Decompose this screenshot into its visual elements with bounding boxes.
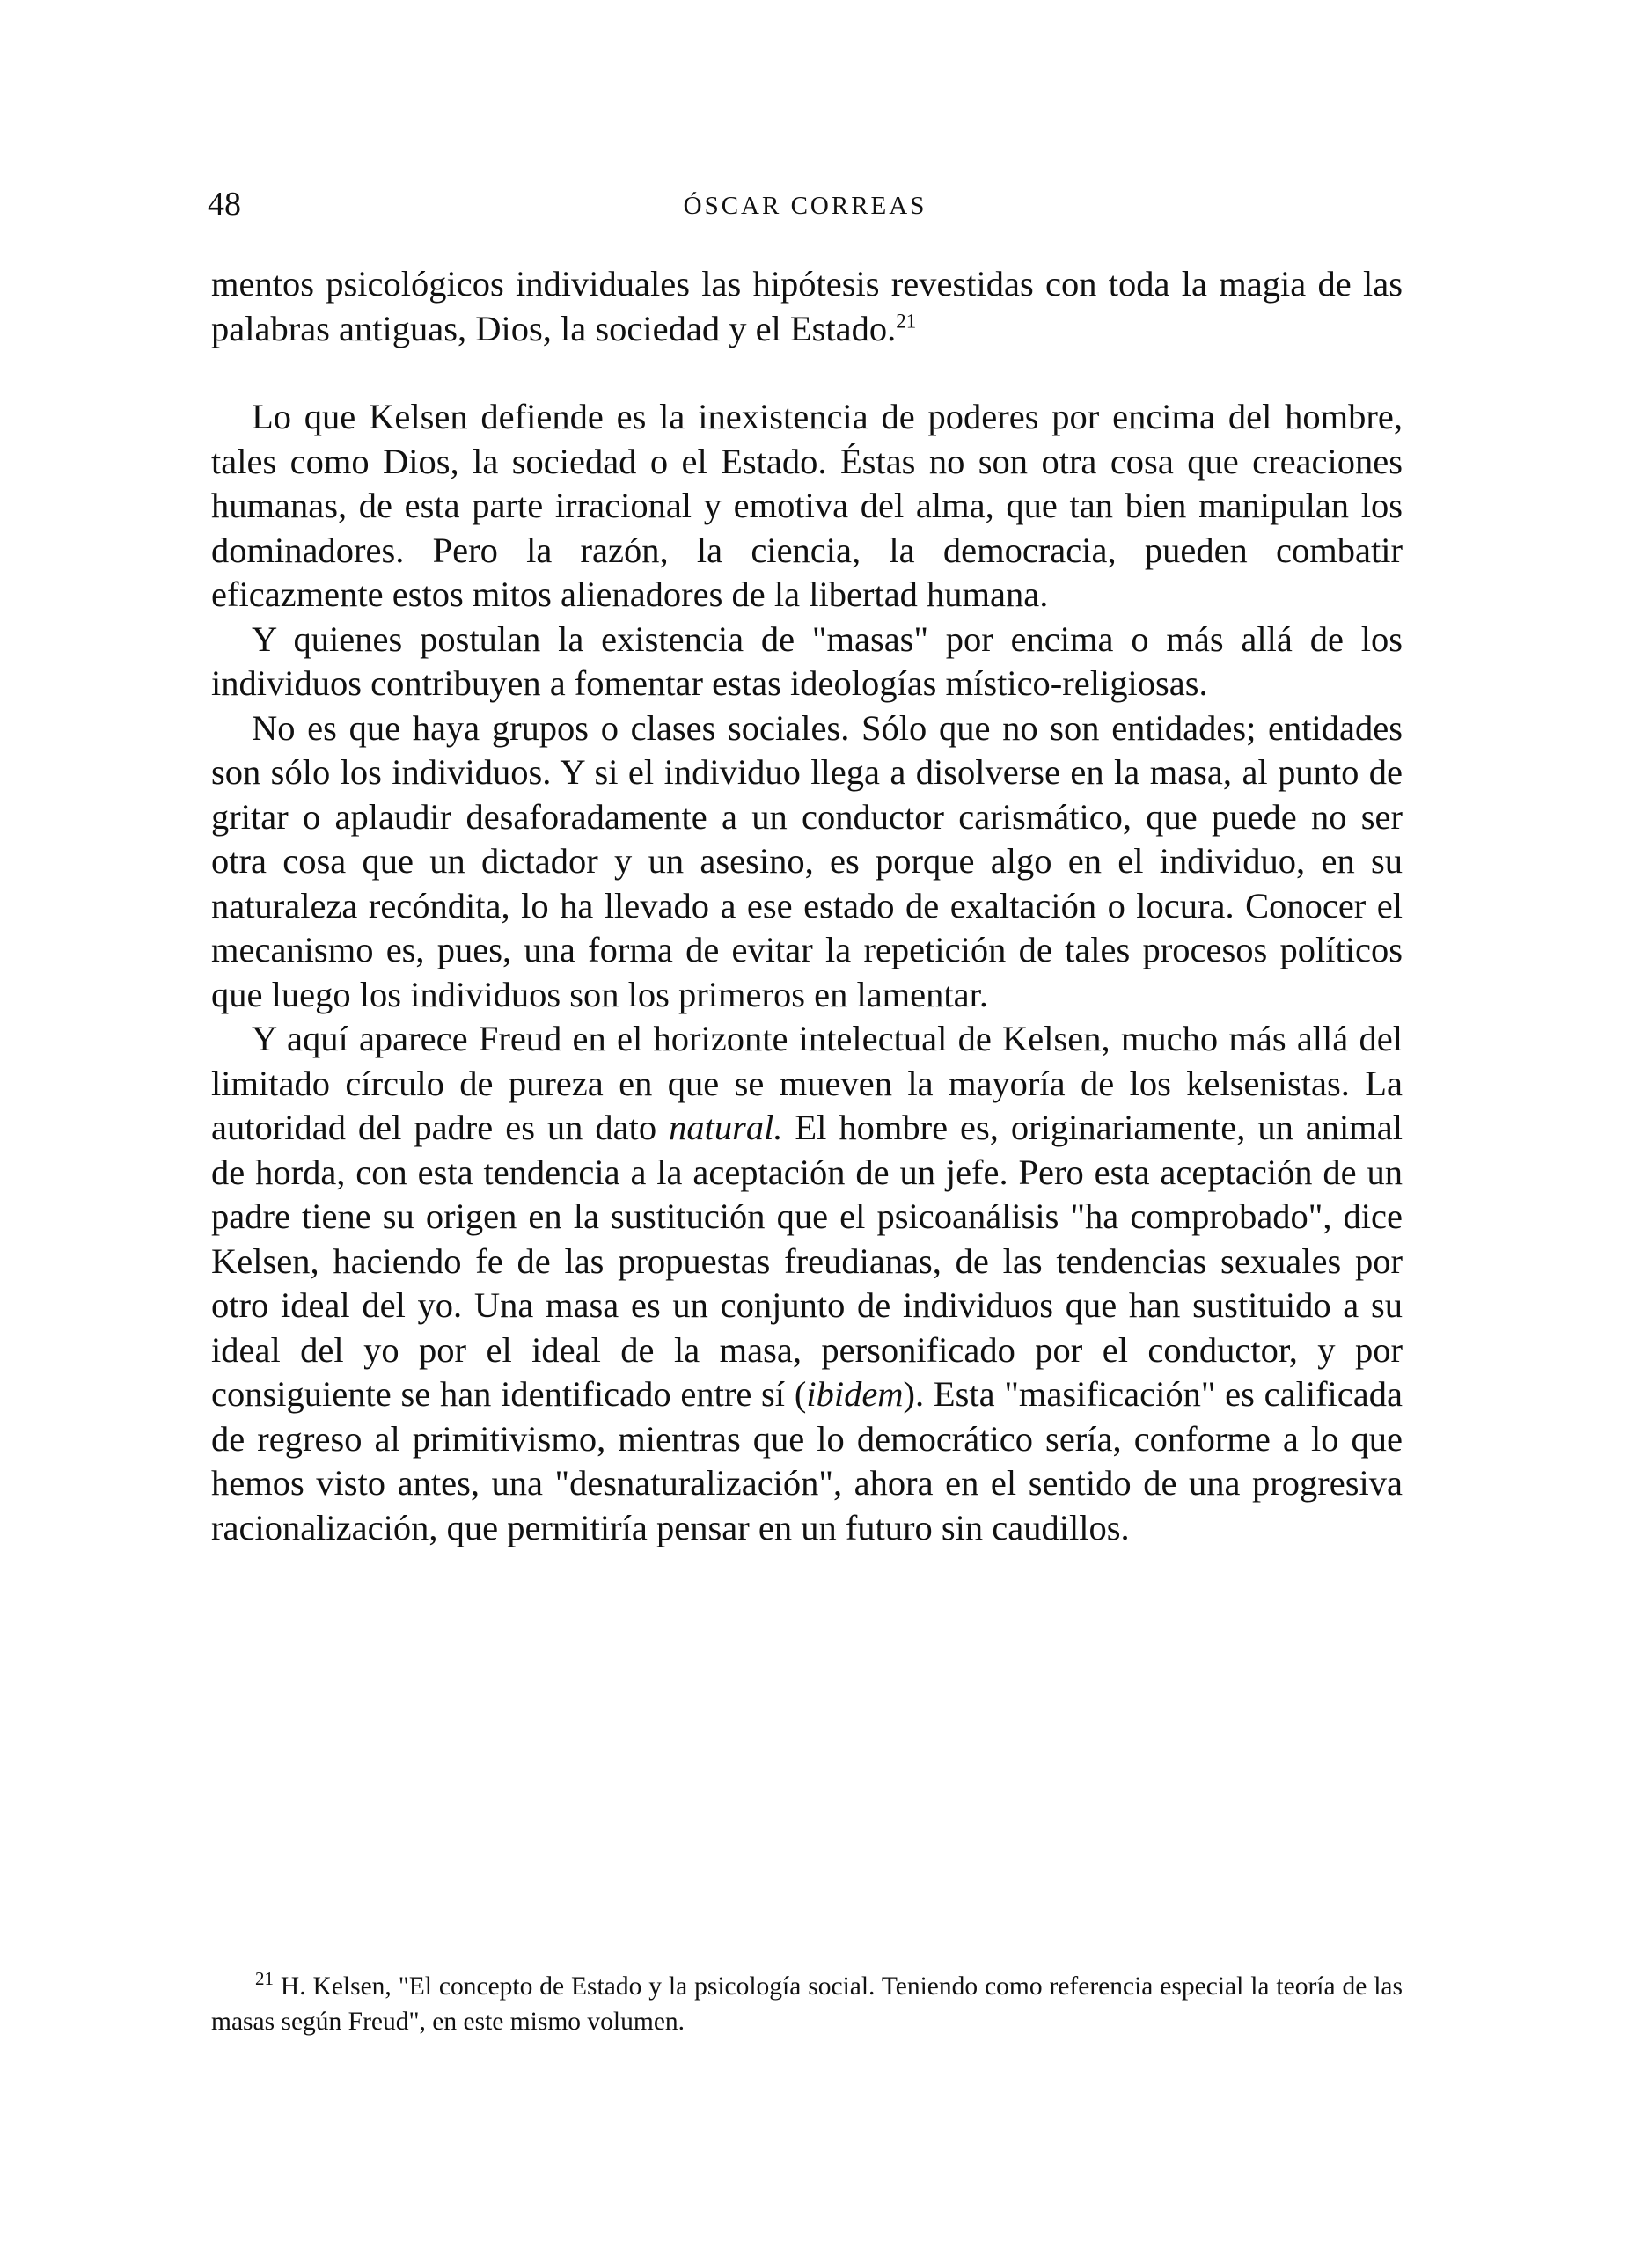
footnote-text: H. Kelsen, "El concepto de Estado y la psicología social. Teniendo como referencia especial la teoría de las masas según Freud", en este mismo volumen. — [211, 1972, 1403, 2036]
paragraph: No es que haya grupos o clases sociales. Sólo que no son entidades; entidades son sólo los individuos. Y si el individuo llega a disolverse en la masa, al punto de gritar o aplaudir desaforadamente a un conductor carismático, que puede no ser otra cosa que un dictador y un asesino, es porque algo en el individuo, en su naturaleza recóndita, lo ha llevado a ese estado de exaltación o locura. Conocer el mecanismo es, pues, una forma de evitar la repetición de tales procesos políticos que luego los individuos son los primeros en lamentar. — [211, 707, 1403, 1014]
paragraph-continued — [211, 262, 1403, 351]
emphasis-ibidem: ibidem — [806, 1374, 904, 1414]
page-header — [208, 187, 1403, 222]
paragraph-text: mentos psicológicos individuales las hipótesis revestidas con toda la magia de las palabras antiguas, Dios, la sociedad y el Estado. — [211, 264, 1403, 348]
paragraph-text: El hombre es, originariamente, un animal de horda, con esta tendencia a la aceptación de un jefe. Pero esta aceptación de un padre tiene su origen en la sustitución que el psicoanálisis "ha comprobado", dice Kelsen, haciendo fe de las propuestas freudianas, de las tendencias sexuales por otro ideal del yo. Una masa es un conjunto de individuos que han sustituido a su ideal del yo por el ideal de la masa, personificado por el conductor, y por consiguiente se han identificado entre sí ( — [211, 1108, 1403, 1414]
footnote — [211, 1969, 1403, 2039]
footnote-number: 21 — [255, 1968, 274, 1990]
footnote-reference[interactable]: 21 — [896, 310, 917, 332]
running-head: ÓSCAR CORREAS — [683, 192, 927, 220]
paragraph — [211, 1017, 1403, 1550]
paragraph-text: Y aquí aparece Freud en el horizonte intelectual de Kelsen, mucho más allá del limitado círculo de pureza en que se mueven la mayoría de los kelsenistas. La autoridad del padre es un dato — [211, 1019, 1403, 1147]
emphasis-natural: natural. — [669, 1108, 783, 1147]
paragraph: Y quienes postulan la existencia de "masas" por encima o más allá de los individuos contribuyen a fomentar estas ideologías místico-religiosas. — [211, 618, 1403, 703]
page-number: 48 — [208, 186, 241, 223]
paragraph: Lo que Kelsen defiende es la inexistencia de poderes por encima del hombre, tales como Dios, la sociedad o el Estado. Éstas no son otra cosa que creaciones humanas, de esta parte irracional y emotiva del alma, que tan bien manipulan los dominadores. Pero la razón, la ciencia, la democracia, pueden combatir eficazmente estos mitos alienadores de la libertad humana. — [211, 397, 1403, 614]
body-text — [211, 262, 1403, 1550]
paragraph-text: ). Esta "masificación" es calificada de regreso al primitivismo, mientras que lo democrático sería, conforme a lo que hemos visto antes, una "desnaturalización", ahora en el sentido de una progresiva racionalización, que permitiría pensar en un futuro sin caudillos. — [211, 1374, 1403, 1547]
